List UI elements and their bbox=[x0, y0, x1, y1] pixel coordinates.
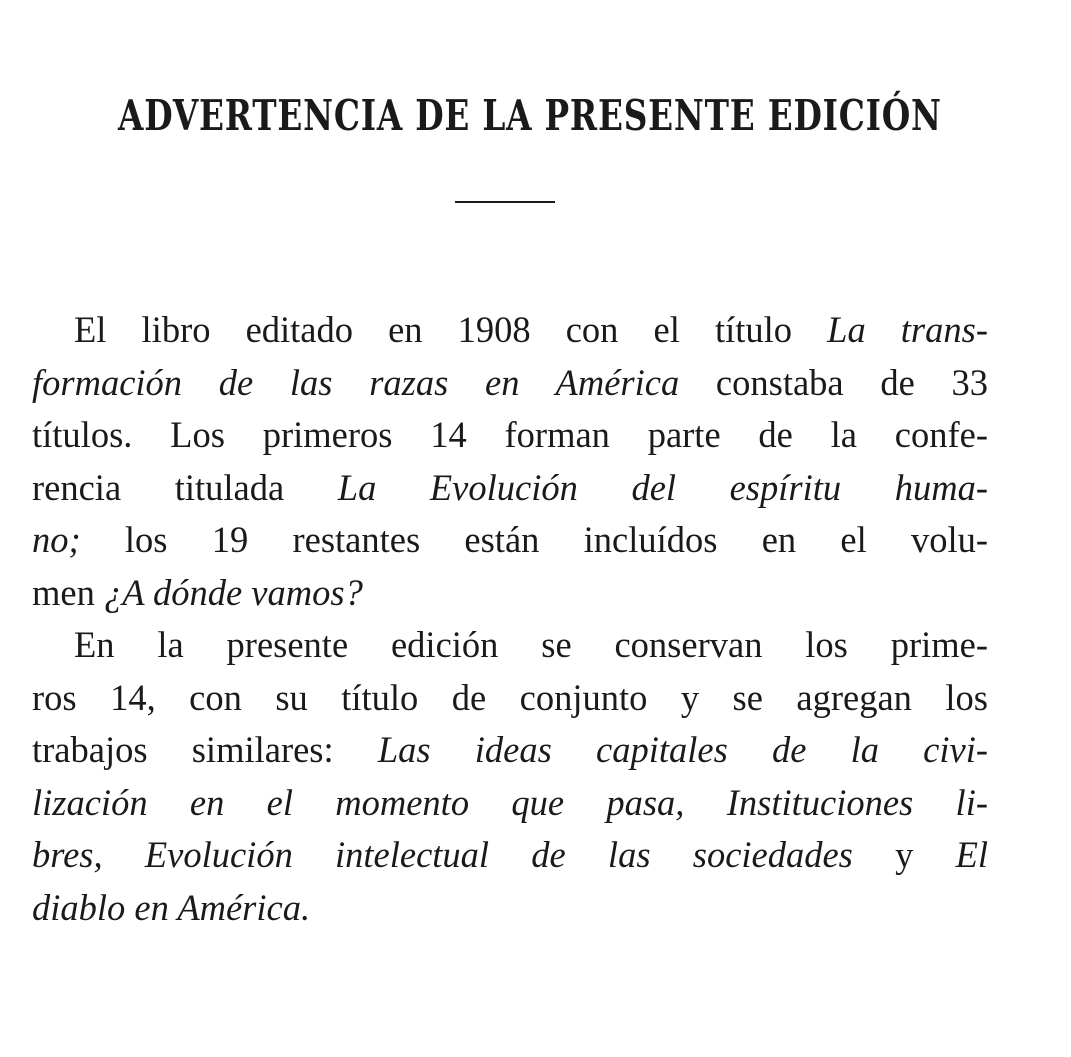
work-title: diablo en América. bbox=[32, 886, 311, 928]
work-title: bres, Evolución intelectual de las sociedades bbox=[32, 834, 853, 875]
page-title: ADVERTENCIA DE LA PRESENTE EDICIÓN bbox=[118, 91, 942, 140]
book-title: La trans- bbox=[827, 309, 988, 350]
paragraph-2-line-6 bbox=[32, 882, 988, 935]
volume-title: ¿A dónde vamos? bbox=[103, 571, 363, 613]
paragraph-1-line-6: men ¿A dónde vamos? bbox=[32, 571, 363, 613]
title-divider bbox=[455, 201, 555, 203]
paragraph-2-line-3: trabajos similares: Las ideas capitales de la civi- bbox=[32, 729, 988, 770]
paragraph-1-line-1: El libro editado en 1908 con el título La trans- bbox=[74, 309, 988, 350]
paragraph-1-line-3: títulos. Los primeros 14 forman parte de la confe- bbox=[32, 414, 988, 455]
paragraph-2-line-1: En la presente edición se conservan los prime- bbox=[74, 624, 988, 665]
paragraph-1-line-2: formación de las razas en América constaba de 33 bbox=[32, 361, 988, 403]
paragraph-2-line-5: bres, Evolución intelectual de las sociedades y El bbox=[32, 834, 988, 875]
work-title: Las ideas capitales de la civi- bbox=[377, 729, 988, 770]
paragraph-1-line-4: rencia titulada La Evolución del espíritu huma- bbox=[32, 466, 988, 508]
conference-title: La Evolución del espíritu huma- bbox=[337, 466, 988, 508]
conference-title: no; bbox=[32, 519, 81, 560]
work-title: lización en el momento que pasa, Instituciones li- bbox=[32, 781, 988, 823]
paragraph-1-line-5: no; los 19 restantes están incluídos en el volu- bbox=[32, 519, 988, 560]
paragraph-2-line-4 bbox=[32, 777, 988, 830]
book-title: formación de las razas en América bbox=[32, 361, 680, 403]
work-title: El bbox=[955, 834, 988, 875]
body-text bbox=[32, 304, 988, 934]
paragraph-2-line-2: ros 14, con su título de conjunto y se agregan los bbox=[32, 676, 988, 718]
